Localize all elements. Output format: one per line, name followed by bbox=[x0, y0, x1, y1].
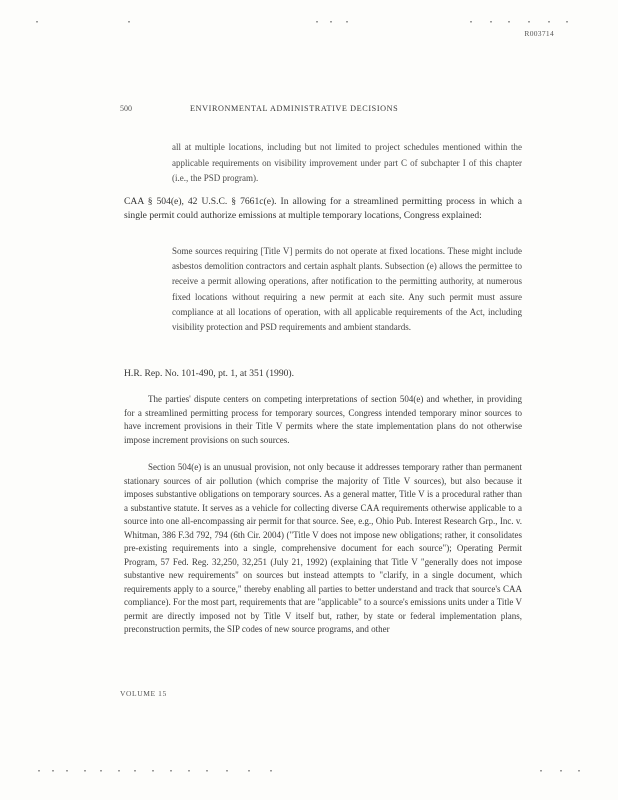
page-number: 500 bbox=[120, 104, 132, 113]
document-id-stamp: R003714 bbox=[524, 29, 554, 38]
hr-report-citation: H.R. Rep. No. 101-490, pt. 1, at 351 (1990). bbox=[124, 368, 295, 379]
running-head bbox=[116, 104, 536, 118]
block-quote-statute: all at multiple locations, including but not limited to project schedules mentioned within the applicable requirements on visibility improvement under part C of subchapter I of this chapter (i.e., the PSD program). bbox=[172, 142, 522, 183]
section-504e-paragraph: Section 504(e) is an unusual provision, not only because it addresses temporary rather than permanent stationary sources of air pollution (which comprise the majority of Title V sources), but also because it imposes substantive obligations on temporary sources. As a general matter, Title V is a procedural rather than a substantive statute. It serves as a vehicle for collecting diverse CAA requirements otherwise applicable to a source into one all-encompassing air permit for that source. See, e.g., Ohio Pub. Interest Research Grp., Inc. v. Whitman, 386 F.3d 792, 794 (6th Cir. 2004) ("Title V does not impose new obligations; rather, it consolidates pre-existing requirements into a single, comprehensive document for each source"); Operating Permit Program, 57 Fed. Reg. 32,250, 32,251 (July 21, 1992) (explaining that Title V "generally does not impose substantive new requirements" on sources but instead attempts to "clarify, in a single document, which requirements apply to a source," thereby enabling all parties to better understand and track that source's CAA compliance). For the most part, requirements that are "applicable" to a source's emissions units under a Title V permit are directly imposed not by Title V itself but, rather, by state or federal implementation plans, preconstruction permits, the SIP codes of new source programs, and other bbox=[124, 462, 522, 634]
statute-citation-paragraph: CAA § 504(e), 42 U.S.C. § 7661c(e). In allowing for a streamlined permitting process in which a single permit could authorize emissions at multiple temporary locations, Congress explained: bbox=[124, 196, 522, 221]
scan-artifact-bottom bbox=[0, 770, 618, 773]
block-quote-congress: Some sources requiring [Title V] permits do not operate at fixed locations. These might include asbestos demolition contractors and certain asphalt plants. Subsection (e) allows the permittee to receive a permit allowing operations, after notification to the permitting authority, at numerous fixed locations without requiring a new permit at each site. Any such permit must assure compliance at all locations of operation, with all applicable requirements of the Act, including visibility protection and PSD requirements and ambient standards. bbox=[172, 246, 522, 333]
dispute-paragraph: The parties' dispute centers on competing interpretations of section 504(e) and whether, in providing for a streamlined permitting process for temporary sources, Congress intended temporary minor sources to have increment provisions in their Title V permits where the state implementation plans do not otherwise impose increment provisions on such sources. bbox=[124, 394, 522, 445]
scan-artifact-top bbox=[0, 21, 618, 24]
volume-label: VOLUME 15 bbox=[120, 689, 167, 698]
running-head-title: ENVIRONMENTAL ADMINISTRATIVE DECISIONS bbox=[190, 104, 399, 113]
